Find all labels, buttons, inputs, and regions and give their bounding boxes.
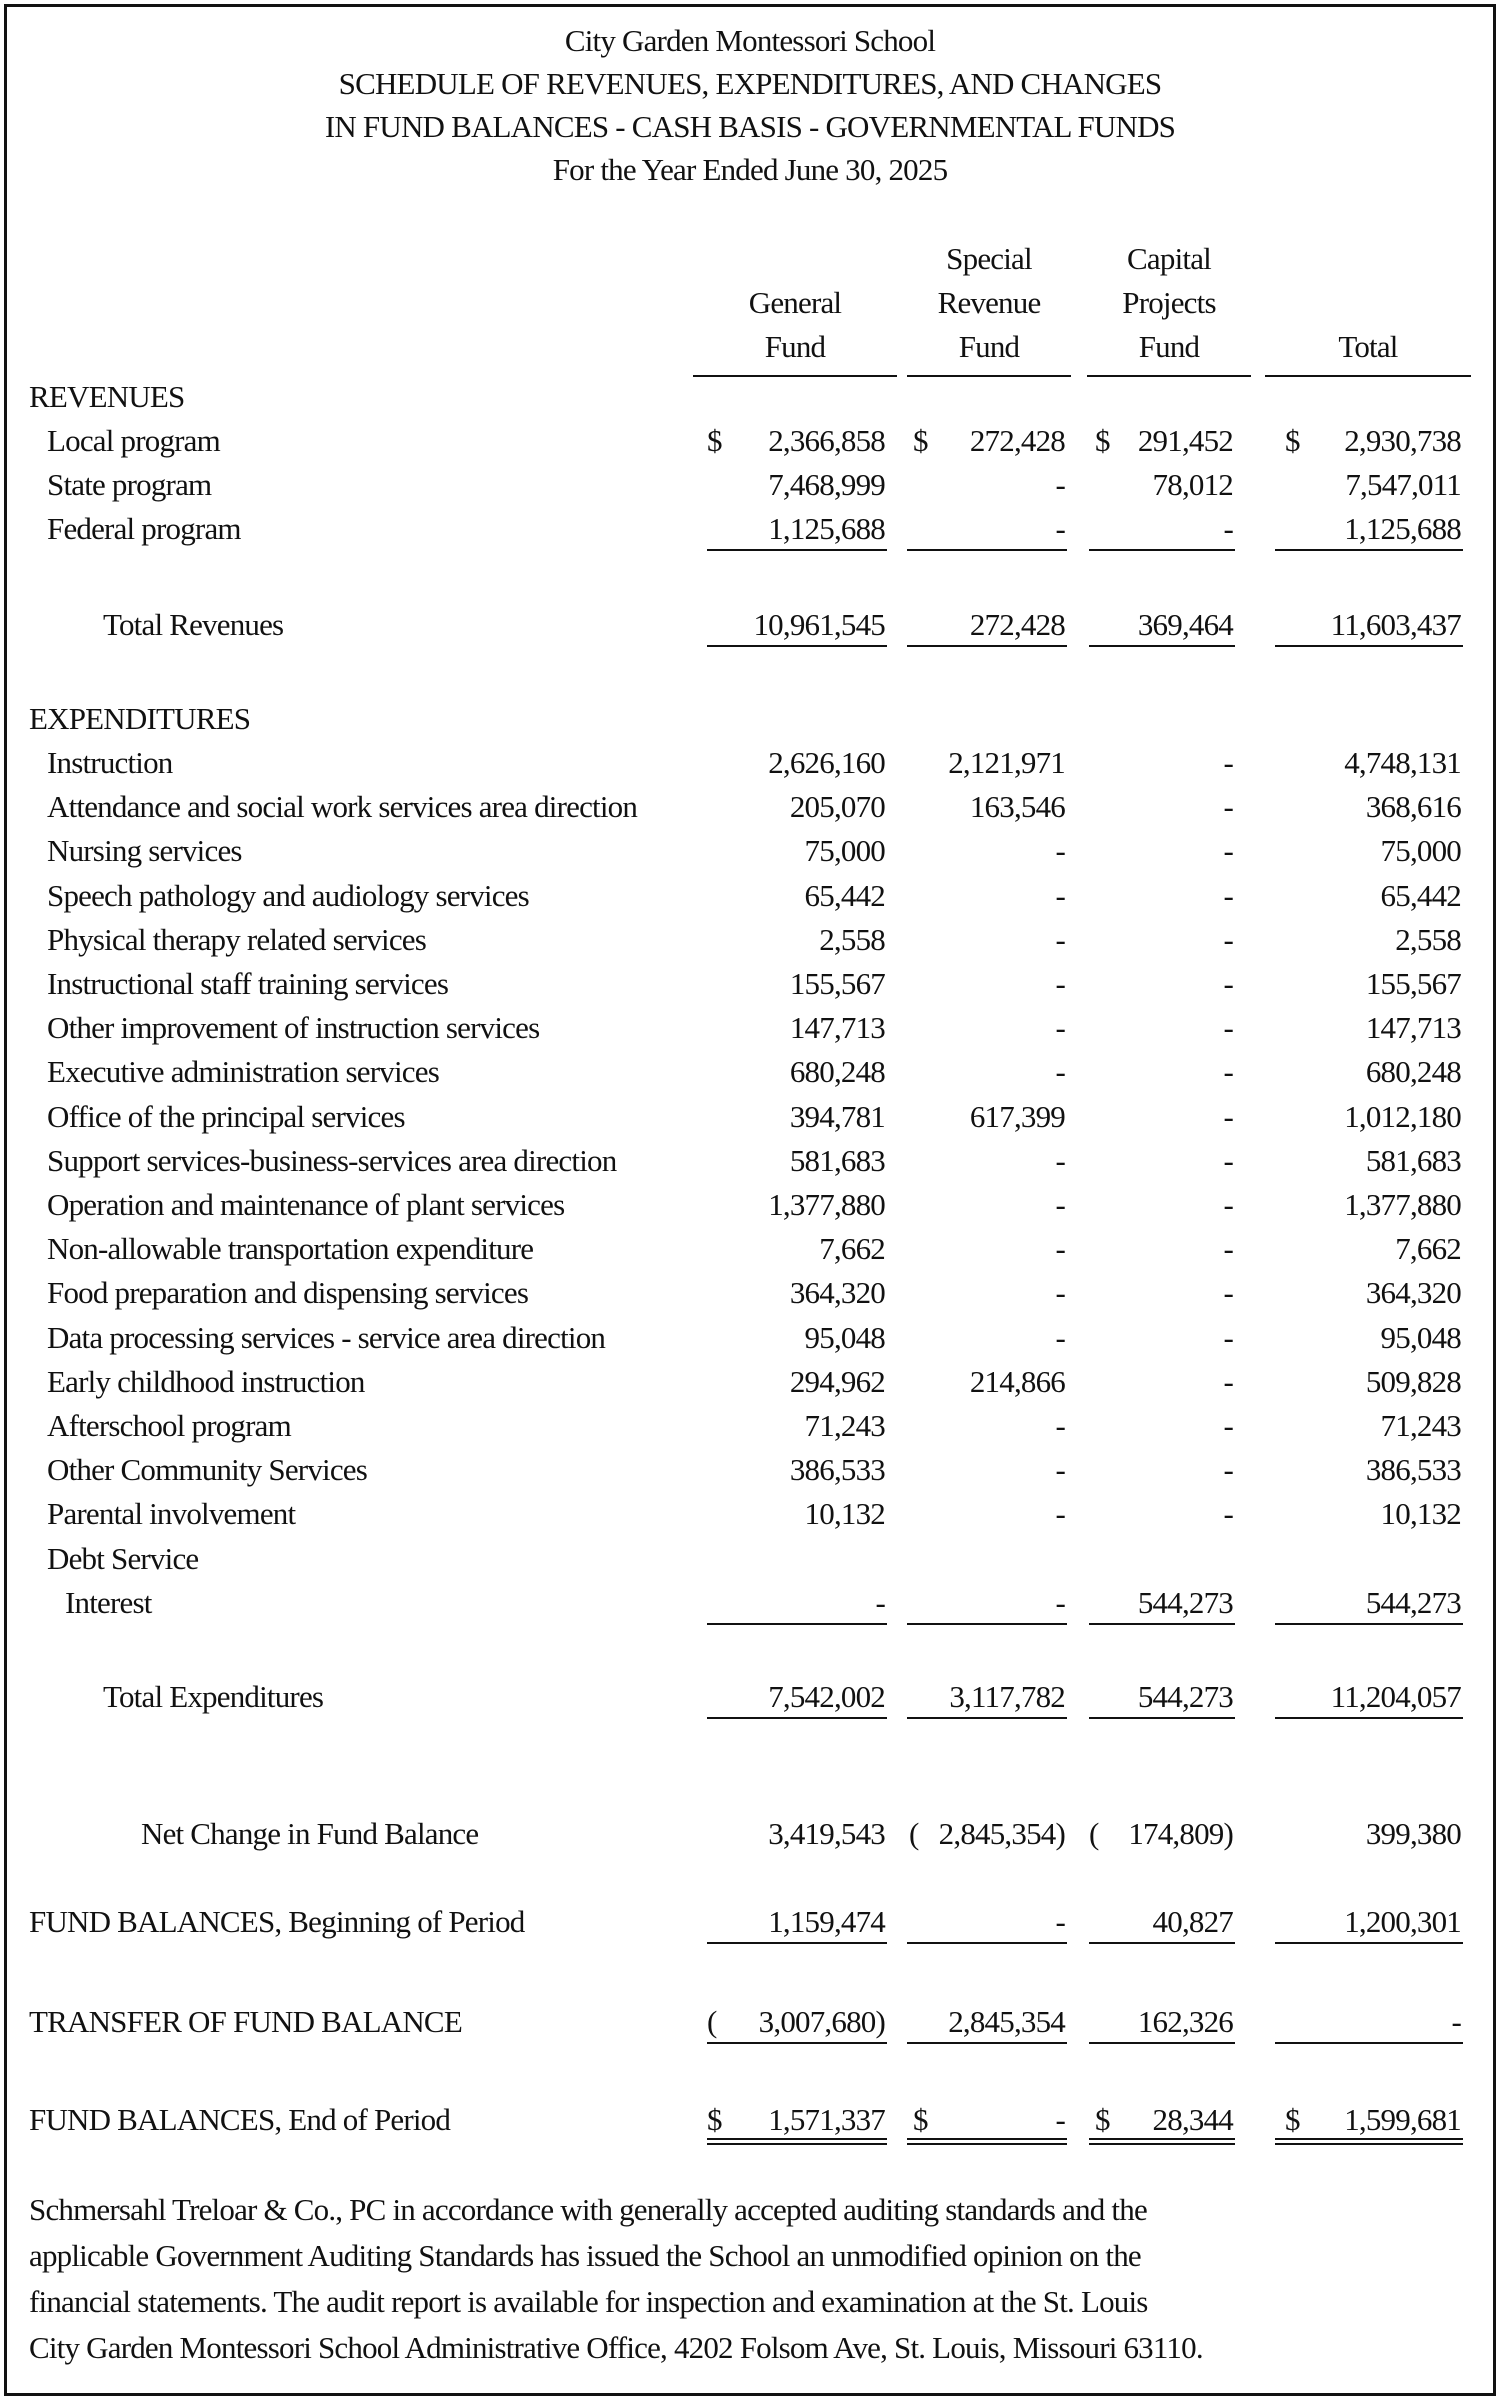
dollar-sign: $ (707, 2102, 723, 2137)
double-underline (907, 2138, 1067, 2145)
amount-t: 65,442 (1380, 877, 1461, 913)
amount-c: 78,012 (1152, 467, 1233, 502)
row-label: FUND BALANCES, Beginning of Period (29, 1904, 525, 1939)
row-label: Food preparation and dispensing services (47, 1275, 529, 1311)
amount-g: 65,442 (804, 877, 885, 913)
dollar-sign: $ (913, 2102, 929, 2137)
amount-g: 7,542,002 (768, 1679, 885, 1714)
amount-t: 7,662 (1395, 1231, 1461, 1267)
underline (1089, 1623, 1235, 1625)
underline (707, 2042, 887, 2044)
amount-t: 1,125,688 (1344, 511, 1461, 546)
amount-s: - (1055, 921, 1065, 957)
amount-g: 2,366,858 (768, 423, 885, 458)
amount-s: 163,546 (969, 789, 1065, 825)
amount-g: 294,962 (789, 1363, 885, 1399)
expenditure-row (7, 1492, 1493, 1536)
row-label: Net Change in Fund Balance (141, 1816, 479, 1851)
amount-g: 7,468,999 (768, 467, 885, 502)
amount-c: 544,273 (1137, 1585, 1233, 1620)
amount-g: 10,132 (804, 1496, 885, 1532)
amount-g: 10,961,545 (753, 607, 885, 642)
amount-c: 162,326 (1137, 2004, 1233, 2039)
amount-g: 1,571,337 (768, 2102, 885, 2137)
amount-g: 1,159,474 (768, 1904, 885, 1939)
row-label: Total Revenues (103, 607, 284, 642)
row-label: Instruction (47, 745, 173, 780)
financial-statement-page (4, 4, 1496, 2396)
underline (707, 1623, 887, 1625)
dollar-sign: $ (913, 423, 929, 458)
amount-g: 364,320 (789, 1275, 885, 1311)
row-label: Non-allowable transportation expenditure (47, 1231, 534, 1267)
amount-t: 364,320 (1365, 1275, 1461, 1311)
row-label: Early childhood instruction (47, 1363, 365, 1399)
row-label: Other improvement of instruction services (47, 1010, 540, 1046)
amount-g: 95,048 (804, 1319, 885, 1355)
column-header-total: Total (1265, 237, 1471, 369)
underline (907, 645, 1067, 647)
amount-t: 147,713 (1365, 1010, 1461, 1046)
expenditure-row (7, 1271, 1493, 1315)
amount-g: 71,243 (804, 1408, 885, 1443)
expenditure-row (7, 829, 1493, 873)
underline (707, 549, 887, 551)
amount-s: - (1055, 467, 1065, 502)
amount-s: - (1055, 1187, 1065, 1222)
amount-t: 1,599,681 (1344, 2102, 1461, 2137)
amount-c: 369,464 (1137, 607, 1233, 642)
amount-s: 272,428 (969, 423, 1065, 458)
amount-g: 205,070 (789, 789, 885, 825)
amount-s: 214,866 (969, 1363, 1065, 1399)
amount-t: 386,533 (1365, 1452, 1461, 1488)
amount-c: - (1223, 1098, 1233, 1134)
row-label: EXPENDITURES (29, 701, 251, 736)
underline (1275, 1623, 1463, 1625)
dollar-sign: $ (1095, 423, 1111, 458)
total-expenditures-row (7, 1675, 1493, 1719)
expenditure-row (7, 918, 1493, 962)
amount-c: - (1223, 1010, 1233, 1046)
amount-c: - (1223, 966, 1233, 1001)
double-underline (707, 2138, 887, 2145)
amount-t: 71,243 (1380, 1408, 1461, 1443)
amount-t: 680,248 (1365, 1054, 1461, 1090)
row-label: Attendance and social work services area direction (47, 789, 638, 825)
underline (1275, 1717, 1463, 1719)
amount-s: - (1055, 1231, 1065, 1267)
amount-c: - (1223, 1319, 1233, 1355)
ending-balance-row (7, 2098, 1493, 2142)
revenue-row (7, 463, 1493, 507)
amount-c: 544,273 (1137, 1679, 1233, 1714)
amount-g: 2,626,160 (768, 745, 885, 780)
auditor-note-line4: City Garden Montessori School Administrative Office, 4202 Folsom Ave, St. Louis, Missouri 63110. (29, 2330, 1203, 2365)
amount-s: - (1055, 1585, 1065, 1620)
amount-s: - (1055, 1054, 1065, 1090)
amount-t: 95,048 (1380, 1319, 1461, 1355)
underline (1089, 549, 1235, 551)
row-label: Executive administration services (47, 1054, 439, 1090)
column-header-special-revenue-fund: Special Revenue Fund (907, 237, 1071, 369)
amount-s: - (1055, 1496, 1065, 1532)
underline (1275, 549, 1463, 551)
transfer-row (7, 2000, 1493, 2044)
amount-t: 1,377,880 (1344, 1187, 1461, 1222)
beginning-balance-row (7, 1900, 1493, 1944)
revenue-row (7, 419, 1493, 463)
underline (707, 1717, 887, 1719)
dollar-sign: $ (707, 423, 723, 458)
row-label: Other Community Services (47, 1452, 368, 1488)
row-label: Office of the principal services (47, 1098, 405, 1134)
school-name: City Garden Montessori School (564, 23, 936, 58)
row-label: Parental involvement (47, 1496, 296, 1532)
amount-c: - (1223, 1142, 1233, 1178)
amount-s: - (1055, 511, 1065, 546)
open-parenthesis: ( (909, 1816, 920, 1851)
underline (1089, 2042, 1235, 2044)
expenditure-row (7, 1139, 1493, 1183)
amount-g: 75,000 (804, 833, 885, 869)
amount-t: 544,273 (1365, 1585, 1461, 1620)
amount-g: 1,377,880 (768, 1187, 885, 1222)
expenditure-row (7, 1404, 1493, 1448)
amount-c: - (1223, 921, 1233, 957)
amount-c: - (1223, 745, 1233, 780)
expenditure-row (7, 1183, 1493, 1227)
underline (707, 645, 887, 647)
expenditure-row (7, 1227, 1493, 1271)
amount-c: - (1223, 1231, 1233, 1267)
total-revenues-row (7, 603, 1493, 647)
amount-s: - (1055, 966, 1065, 1001)
dollar-sign: $ (1285, 2102, 1301, 2137)
section-heading-revenues (7, 375, 1493, 419)
section-heading-expenditures (7, 697, 1493, 741)
amount-g: 7,662 (819, 1231, 885, 1267)
expenditure-row (7, 1095, 1493, 1139)
amount-c: 28,344 (1152, 2102, 1233, 2137)
expenditure-row (7, 1050, 1493, 1094)
row-label: Physical therapy related services (47, 921, 427, 957)
amount-s: 2,845,354 (948, 2004, 1065, 2039)
amount-s: 3,117,782 (949, 1679, 1065, 1714)
amount-t: 2,930,738 (1344, 423, 1461, 458)
amount-s: - (1055, 1142, 1065, 1178)
amount-g: 394,781 (789, 1098, 885, 1134)
schedule-title-line2: IN FUND BALANCES - CASH BASIS - GOVERNMENTAL FUNDS (324, 109, 1176, 144)
row-label: Speech pathology and audiology services (47, 877, 529, 913)
double-underline (1089, 2138, 1235, 2145)
amount-s: 2,121,971 (948, 745, 1065, 780)
amount-t: 7,547,011 (1345, 467, 1461, 502)
interest-row (7, 1581, 1493, 1625)
underline (1089, 1717, 1235, 1719)
expenditure-row (7, 785, 1493, 829)
amount-c: - (1223, 877, 1233, 913)
amount-c: - (1223, 1452, 1233, 1488)
amount-c: - (1223, 1496, 1233, 1532)
underline (907, 549, 1067, 551)
amount-s: - (1055, 1319, 1065, 1355)
amount-s: 2,845,354) (938, 1816, 1065, 1851)
amount-g: 147,713 (789, 1010, 885, 1046)
row-label: Operation and maintenance of plant services (47, 1187, 565, 1222)
underline (907, 1942, 1067, 1944)
amount-s: - (1055, 1452, 1065, 1488)
amount-t: 11,204,057 (1330, 1679, 1461, 1714)
row-label: Data processing services - service area direction (47, 1319, 606, 1355)
amount-s: - (1055, 2102, 1065, 2137)
amount-t: 1,200,301 (1344, 1904, 1461, 1939)
amount-g: 2,558 (819, 921, 885, 957)
debt-service-heading (7, 1537, 1493, 1581)
dollar-sign: $ (1095, 2102, 1111, 2137)
double-underline (1275, 2138, 1463, 2145)
amount-s: 617,399 (969, 1098, 1065, 1134)
underline (1275, 645, 1463, 647)
amount-t: 1,012,180 (1344, 1098, 1461, 1134)
amount-s: 272,428 (969, 607, 1065, 642)
amount-g: 1,125,688 (768, 511, 885, 546)
amount-t: 509,828 (1365, 1363, 1461, 1399)
row-label: Support services-business-services area direction (47, 1142, 617, 1178)
amount-c: 174,809) (1128, 1816, 1233, 1851)
title-block (7, 19, 1493, 191)
underline (1089, 1942, 1235, 1944)
amount-c: - (1223, 1187, 1233, 1222)
underline (907, 1717, 1067, 1719)
amount-t: 581,683 (1365, 1142, 1461, 1178)
amount-c: - (1223, 1363, 1233, 1399)
amount-g: 155,567 (789, 966, 885, 1001)
row-label: TRANSFER OF FUND BALANCE (29, 2004, 462, 2039)
amount-s: - (1055, 877, 1065, 913)
row-label: Local program (47, 423, 220, 458)
underline (707, 1942, 887, 1944)
row-label: Interest (65, 1585, 152, 1620)
amount-s: - (1055, 1275, 1065, 1311)
amount-c: - (1223, 789, 1233, 825)
row-label: Nursing services (47, 833, 242, 869)
underline (1089, 645, 1235, 647)
net-change-row (7, 1812, 1493, 1856)
underline (907, 1623, 1067, 1625)
amount-s: - (1055, 1010, 1065, 1046)
row-label: Debt Service (47, 1541, 199, 1576)
dollar-sign: $ (1285, 423, 1301, 458)
underline (907, 2042, 1067, 2044)
amount-c: - (1223, 1408, 1233, 1443)
amount-t: 11,603,437 (1330, 607, 1461, 642)
row-label: Total Expenditures (103, 1679, 324, 1714)
amount-t: 2,558 (1395, 921, 1461, 957)
amount-g: 3,419,543 (768, 1816, 885, 1851)
schedule-title-line1: SCHEDULE OF REVENUES, EXPENDITURES, AND CHANGES (338, 66, 1162, 101)
amount-t: - (1451, 2004, 1461, 2039)
amount-t: 155,567 (1365, 966, 1461, 1001)
amount-c: - (1223, 833, 1233, 869)
row-label: Instructional staff training services (47, 966, 449, 1001)
expenditure-row (7, 962, 1493, 1006)
expenditure-row (7, 1360, 1493, 1404)
amount-t: 368,616 (1365, 789, 1461, 825)
auditor-note-line2: applicable Government Auditing Standards has issued the School an unmodified opinion on the (29, 2238, 1141, 2273)
amount-g: 3,007,680) (758, 2004, 885, 2039)
open-parenthesis: ( (707, 2004, 718, 2039)
underline (1275, 2042, 1463, 2044)
amount-c: - (1223, 511, 1233, 546)
schedule-period: For the Year Ended June 30, 2025 (552, 152, 948, 187)
expenditure-row (7, 1316, 1493, 1360)
amount-t: 10,132 (1380, 1496, 1461, 1532)
amount-c: - (1223, 1054, 1233, 1090)
amount-g: - (875, 1585, 885, 1620)
open-parenthesis: ( (1089, 1816, 1100, 1851)
expenditure-row (7, 1006, 1493, 1050)
row-label: State program (47, 467, 212, 502)
amount-c: 291,452 (1137, 423, 1233, 458)
column-header-capital-projects-fund: Capital Projects Fund (1087, 237, 1251, 369)
auditor-note-line1: Schmersahl Treloar & Co., PC in accordance with generally accepted auditing standards and the (29, 2192, 1147, 2227)
auditor-note-line3: financial statements. The audit report is available for inspection and examination at the St. Louis (29, 2284, 1148, 2319)
revenue-row (7, 507, 1493, 551)
amount-s: - (1055, 1904, 1065, 1939)
row-label: FUND BALANCES, End of Period (29, 2102, 451, 2137)
amount-t: 75,000 (1380, 833, 1461, 869)
amount-s: - (1055, 1408, 1065, 1443)
expenditure-row (7, 874, 1493, 918)
amount-c: - (1223, 1275, 1233, 1311)
expenditure-row (7, 741, 1493, 785)
row-label: Federal program (47, 511, 241, 546)
amount-t: 399,380 (1365, 1816, 1461, 1851)
auditor-note (29, 2187, 1469, 2371)
row-label: Afterschool program (47, 1408, 291, 1443)
underline (1275, 1942, 1463, 1944)
row-label: REVENUES (29, 379, 185, 414)
amount-t: 4,748,131 (1344, 745, 1461, 780)
amount-g: 680,248 (789, 1054, 885, 1090)
amount-s: - (1055, 833, 1065, 869)
amount-g: 581,683 (789, 1142, 885, 1178)
amount-c: 40,827 (1152, 1904, 1233, 1939)
expenditure-row (7, 1448, 1493, 1492)
amount-g: 386,533 (789, 1452, 885, 1488)
column-header-general-fund: General Fund (693, 237, 897, 369)
